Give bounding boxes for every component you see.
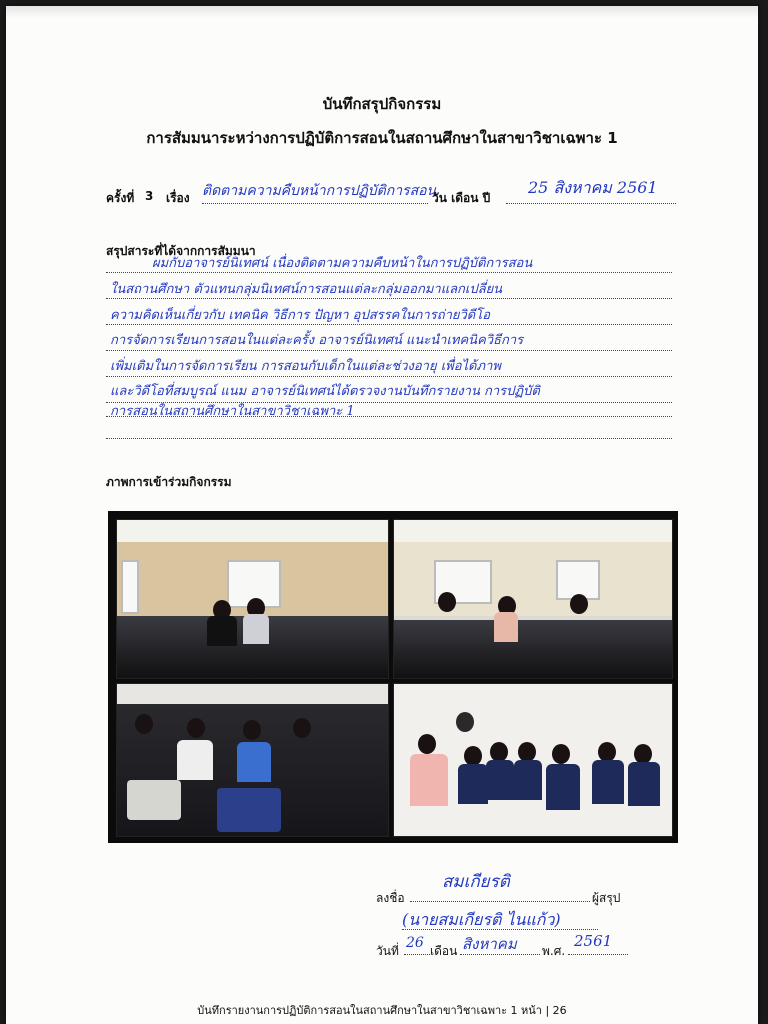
side-screen <box>121 560 139 614</box>
summary-line: ผมกับอาจารย์นิเทศน์ เนื่องติดตามความคืบหน้าในการปฏิบัติการสอน <box>152 256 533 271</box>
full-name: (นายสมเกียรติ ไนแก้ว) <box>402 910 561 929</box>
person <box>634 744 652 764</box>
activity-photo-3 <box>116 683 389 837</box>
person-body <box>207 616 237 646</box>
document-title: บันทึกสรุปกิจกรรม <box>322 95 442 113</box>
person <box>418 734 436 754</box>
summary-dotline-8 <box>106 438 672 439</box>
person <box>598 742 616 762</box>
summary-heading: สรุปสาระที่ได้จากการสัมมนา <box>106 244 256 258</box>
year-dotline <box>568 954 628 955</box>
person-body <box>243 614 269 644</box>
sign-day: 26 <box>406 935 424 951</box>
ceiling <box>117 520 388 542</box>
page-top-edge <box>6 6 758 18</box>
person <box>187 718 205 738</box>
activity-photo-1 <box>116 519 389 679</box>
activity-photo-2 <box>393 519 673 679</box>
summary-dotline-4 <box>106 350 672 351</box>
label-sign: ลงชื่อ <box>376 891 405 905</box>
person <box>135 714 153 734</box>
person-body <box>514 760 542 800</box>
label-date: วัน เดือน ปี <box>432 191 491 205</box>
ceiling <box>394 520 672 542</box>
person-body <box>546 764 580 810</box>
summary-line: ความคิดเห็นเกี่ยวกับ เทคนิค วิธีการ ปัญหา อุปสรรคในการถ่ายวิดีโอ <box>110 308 491 323</box>
day-dotline <box>404 954 430 955</box>
audience <box>394 620 672 678</box>
page-footer: บันทึกรายงานการปฏิบัติการสอนในสถานศึกษาในสาขาวิชาเฉพาะ 1 หน้า | 26 <box>197 1004 567 1017</box>
person <box>570 594 588 614</box>
meeting-no: 3 <box>145 189 154 203</box>
person-body <box>458 764 488 804</box>
person-body <box>410 754 448 806</box>
date-dotline <box>506 203 676 204</box>
label-day: วันที่ <box>376 944 399 958</box>
person-body <box>592 760 624 804</box>
stacked-chairs <box>456 712 474 732</box>
person <box>293 718 311 738</box>
person <box>243 720 261 740</box>
person <box>490 742 508 762</box>
label-meeting-no: ครั้งที่ <box>106 191 135 205</box>
label-role: ผู้สรุป <box>592 891 621 905</box>
photo-grid <box>108 511 678 843</box>
person-body <box>494 612 518 642</box>
sign-dotline <box>410 901 590 902</box>
summary-line: และวิดีโอที่สมบูรณ์ แนม อาจารย์นิเทศน์ได้ตรวจงานบันทึกรายงาน การปฏิบัติ <box>110 384 540 399</box>
person <box>464 746 482 766</box>
person <box>552 744 570 764</box>
chair <box>217 788 281 832</box>
sign-month: สิงหาคม <box>462 935 517 953</box>
summary-dotline-5 <box>106 376 672 377</box>
person-body <box>237 742 271 782</box>
label-topic: เรื่อง <box>166 191 190 205</box>
summary-line: การจัดการเรียนการสอนในแต่ละครั้ง อาจารย์นิเทศน์ แนะนำเทคนิควิธีการ <box>110 333 524 348</box>
meeting-topic: ติดตามความคืบหน้าการปฏิบัติการสอน <box>202 183 437 199</box>
label-month: เดือน <box>430 944 458 958</box>
sign-year: 2561 <box>574 932 613 950</box>
person <box>518 742 536 762</box>
person-body <box>177 740 213 780</box>
photos-heading: ภาพการเข้าร่วมกิจกรรม <box>106 475 232 489</box>
meeting-date: 25 สิงหาคม 2561 <box>528 178 658 197</box>
person <box>438 592 456 612</box>
document-page <box>6 6 758 1024</box>
summary-line: การสอนในสถานศึกษาในสาขาวิชาเฉพาะ 1 <box>110 404 355 419</box>
topic-dotline <box>202 203 428 204</box>
person-body <box>486 760 514 800</box>
person-body <box>628 762 660 806</box>
desk <box>127 780 181 820</box>
summary-line: ในสถานศึกษา ตัวแทนกลุ่มนิเทศน์การสอนแต่ละกลุ่มออกมาแลกเปลี่ยน <box>110 282 503 297</box>
label-year: พ.ศ. <box>542 944 566 958</box>
document-subtitle: การสัมมนาระหว่างการปฏิบัติการสอนในสถานศึกษาในสาขาวิชาเฉพาะ 1 <box>146 129 618 147</box>
activity-photo-4 <box>393 683 673 837</box>
signature: สมเกียรติ <box>442 872 510 892</box>
summary-line: เพิ่มเติมในการจัดการเรียน การสอนกับเด็กในแต่ละช่วงอายุ เพื่อได้ภาพ <box>110 359 501 374</box>
